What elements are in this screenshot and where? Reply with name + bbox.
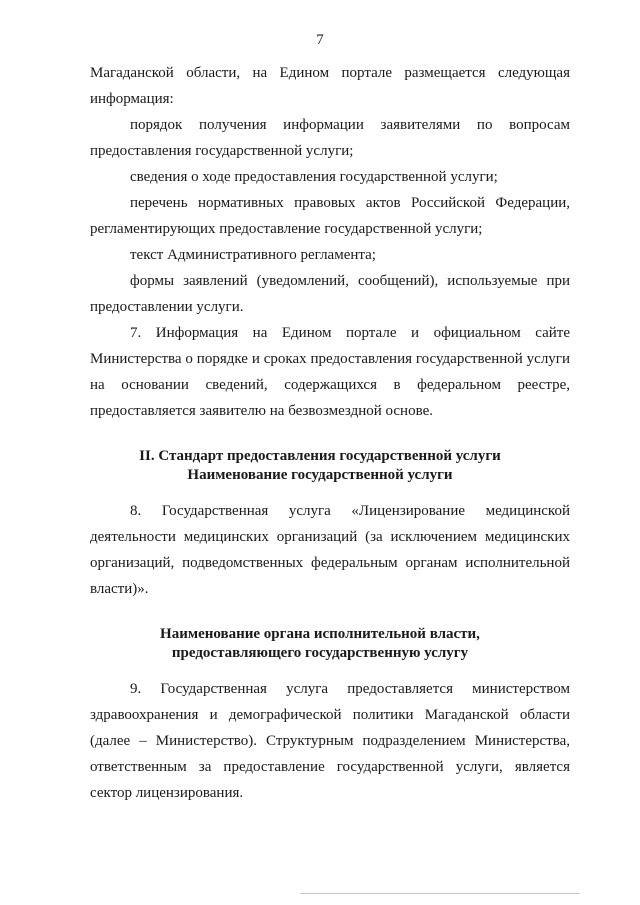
text-line: на основании сведений, содержащихся в федеральном реестре, <box>90 377 570 393</box>
text-line: здравоохранения и демографической политики Магаданской области <box>90 707 570 723</box>
text-line: предоставлении услуги. <box>90 299 244 315</box>
text-line: Министерства о порядке и сроках предоставления государственной услуги <box>90 351 570 367</box>
section-subheading: предоставляющего государственную услугу <box>171 645 469 661</box>
text-line: деятельности медицинских организаций (за исключением медицинских <box>90 529 570 545</box>
text-line: регламентирующих предоставление государственной услуги; <box>90 221 483 237</box>
text-line: 9. Государственная услуга предоставляется министерством <box>130 681 570 697</box>
text-line: информация: <box>90 91 174 107</box>
text-line: сведения о ходе предоставления государственной услуги; <box>130 169 498 185</box>
text-line: сектор лицензирования. <box>90 785 244 801</box>
text-line: власти)». <box>90 581 149 597</box>
text-line: 8. Государственная услуга «Лицензирование медицинской <box>130 503 570 519</box>
bottom-rule <box>300 893 580 894</box>
text-line: предоставления государственной услуги; <box>90 143 354 159</box>
text-line: 7. Информация на Едином портале и официальном сайте <box>130 325 570 341</box>
text-line: перечень нормативных правовых актов Российской Федерации, <box>130 195 570 211</box>
text-line: порядок получения информации заявителями по вопросам <box>130 117 570 133</box>
text-line: (далее – Министерство). Структурным подразделением Министерства, <box>90 733 570 749</box>
text-line: предоставляется заявителю на безвозмездной основе. <box>90 403 433 419</box>
section-heading: II. Стандарт предоставления государственной услуги <box>139 448 501 464</box>
text-line: текст Административного регламента; <box>130 247 376 263</box>
text-line: ответственным за предоставление государственной услуги, является <box>90 759 570 775</box>
section-subheading: Наименование государственной услуги <box>187 467 453 483</box>
page-number: 7 <box>316 32 324 48</box>
text-line: организаций, подведомственных федеральным органам исполнительной <box>90 555 570 571</box>
section-heading: Наименование органа исполнительной власти, <box>160 626 480 642</box>
text-line: Магаданской области, на Едином портале размещается следующая <box>90 65 570 81</box>
text-line: формы заявлений (уведомлений, сообщений), используемые при <box>130 273 570 289</box>
